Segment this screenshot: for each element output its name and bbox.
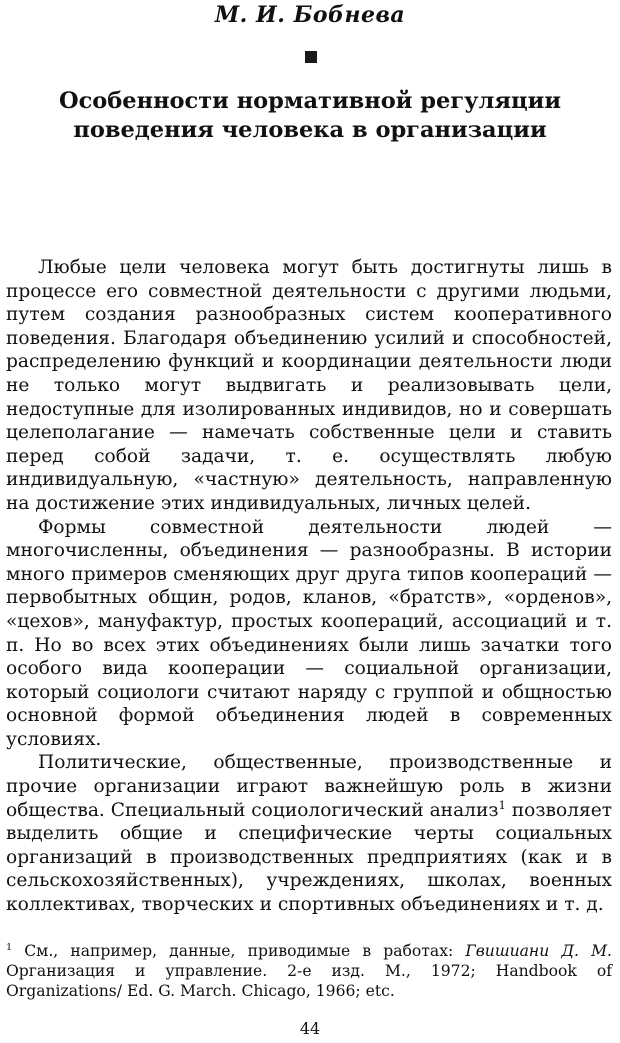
footnote-reference-marker: 1: [498, 797, 506, 812]
footnote-cited-author: Гвишиани Д. М.: [465, 942, 613, 960]
body-paragraph-3-text-end: позволяет выделить общие и специфические черты социальных организаций в производственных предприятиях (как и в сельскохозяйственных), учреждениях, школах, военных коллективах, творческих и спортивных объединениях и т. д.: [6, 799, 612, 916]
body-paragraph-3: [6, 751, 612, 916]
square-ornament-icon: [305, 51, 317, 63]
article-title-line-2: поведения человека в организации: [73, 117, 547, 143]
author-name: М. И. Бобнева: [214, 2, 406, 28]
body-paragraph-1: Любые цели человека могут быть достигнуты лишь в процессе его совместной деятельности с другими людьми, путем создания разнообразных систем кооперативного поведения. Благодаря объединению усилий и способностей, распределению функций и координации деятельности люди не только могут выдвигать и реализовывать цели, недоступные для изолированных индивидов, но и совершать целеполагание — намечать собственные цели и ставить перед собой задачи, т. е. осуществлять любую индивидуальную, «частную» деятельность, направленную на достижение этих индивидуальных, личных целей.: [6, 257, 612, 514]
article-title-line-1: Особенности нормативной регуляции: [58, 88, 562, 114]
page-number: 44: [299, 1019, 321, 1038]
footnote-marker: 1: [6, 941, 13, 953]
footnote-text-end: Организация и управление. 2-е изд. М., 1972; Handbook of Organizations/ Ed. G. March. Chicago, 1966; etc.: [6, 962, 612, 1000]
article-title: [0, 87, 620, 145]
body-paragraph-2: Формы совместной деятельности людей — многочисленны, объединения — разнообразны. В истории много примеров сменяющих друг друга типов коопераций — первобытных общин, родов, кланов, «братств», «орденов», «цехов», мануфактур, простых коопераций, ассоциаций и т. п. Но во всех этих объединениях были лишь зачатки того особого вида кооперации — социальной организации, который социологи считают наряду с группой и общностью основной формой объединения людей в современных условиях.: [6, 516, 612, 750]
article-body: [6, 256, 612, 917]
footnote: [6, 941, 612, 1001]
footnote-text-start: См., например, данные, приводимые в работах:: [12, 942, 466, 960]
body-paragraph-3-text-start: Политические, общественные, производственные и прочие организации играют важнейшую роль в жизни общества. Специальный социологический анализ: [6, 752, 612, 821]
